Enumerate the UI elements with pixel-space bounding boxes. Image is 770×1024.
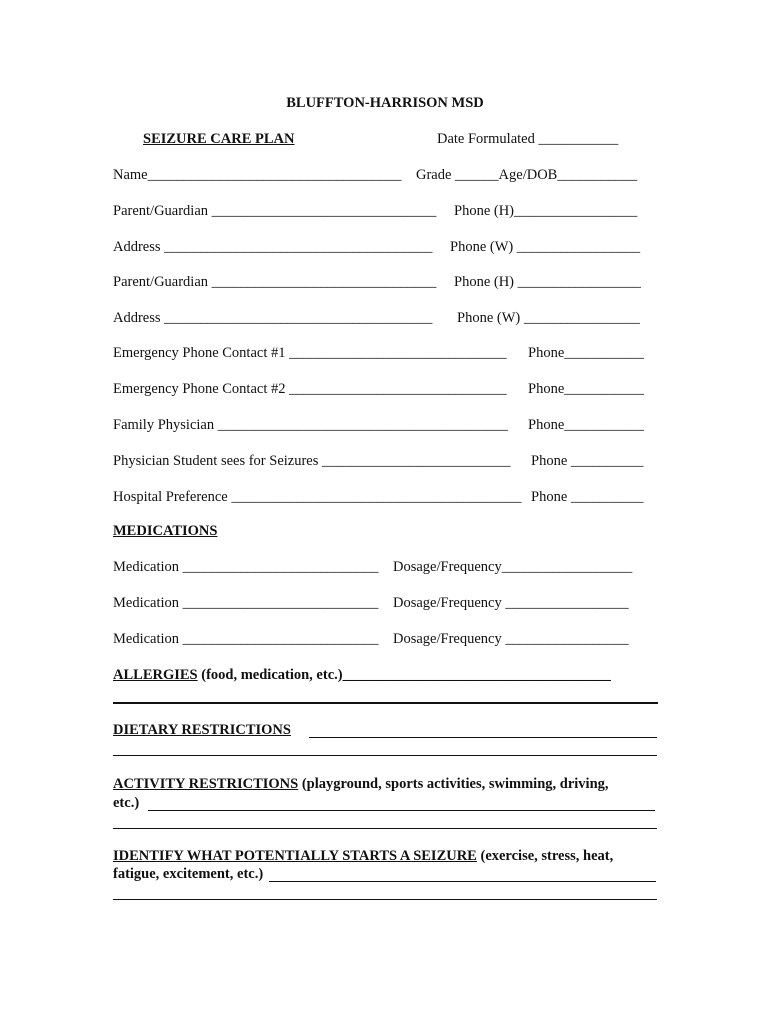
address-1-field[interactable]: Address _____________________________________ (113, 239, 433, 255)
allergies-line[interactable] (113, 666, 611, 684)
parent-guardian-2-field[interactable]: Parent/Guardian _______________________________ (113, 274, 437, 290)
parent-guardian-1-field[interactable]: Parent/Guardian _______________________________ (113, 203, 437, 219)
allergies-heading: ALLERGIES (113, 667, 198, 683)
phone-home-2-field[interactable]: Phone (H) _________________ (454, 274, 641, 290)
allergies-text: (food, medication, etc.)_____________________________________ (197, 667, 611, 683)
medication-3-field[interactable]: Medication ___________________________ (113, 631, 379, 647)
identify-line-1[interactable] (269, 881, 656, 882)
emergency-contact-1-field[interactable]: Emergency Phone Contact #1 ______________________________ (113, 345, 507, 361)
hospital-phone-field[interactable]: Phone __________ (531, 489, 644, 505)
date-formulated-field[interactable]: Date Formulated ___________ (437, 131, 619, 147)
section-divider (113, 702, 658, 704)
family-physician-field[interactable]: Family Physician ________________________________________ (113, 417, 508, 433)
activity-restrictions-line-1 (113, 775, 609, 793)
address-2-field[interactable]: Address _____________________________________ (113, 310, 433, 326)
dosage-frequency-2-field[interactable]: Dosage/Frequency _________________ (393, 595, 629, 611)
family-physician-phone-field[interactable]: Phone___________ (528, 417, 644, 433)
identify-triggers-line-1 (113, 847, 613, 865)
activity-line-1[interactable] (148, 810, 655, 811)
phone-home-1-field[interactable]: Phone (H)_________________ (454, 203, 638, 219)
form-subtitle: SEIZURE CARE PLAN (143, 131, 295, 147)
identify-triggers-text: (exercise, stress, heat, (476, 848, 614, 864)
identify-line-2[interactable] (113, 899, 657, 900)
phone-work-1-field[interactable]: Phone (W) _________________ (450, 239, 641, 255)
name-field[interactable]: Name___________________________________ (113, 167, 402, 183)
activity-line-2[interactable] (113, 828, 657, 829)
seizure-physician-phone-field[interactable]: Phone __________ (531, 453, 644, 469)
activity-restrictions-text: (playground, sports activities, swimming, driving, (298, 776, 609, 792)
medications-heading: MEDICATIONS (113, 523, 218, 539)
dosage-frequency-1-field[interactable]: Dosage/Frequency__________________ (393, 559, 633, 575)
emergency-phone-1-field[interactable]: Phone___________ (528, 345, 644, 361)
hospital-preference-field[interactable]: Hospital Preference ________________________________________ (113, 489, 522, 505)
emergency-phone-2-field[interactable]: Phone___________ (528, 381, 644, 397)
activity-restrictions-heading: ACTIVITY RESTRICTIONS (113, 776, 299, 792)
dietary-line-2[interactable] (113, 755, 657, 756)
grade-age-dob-field[interactable]: Grade ______Age/DOB___________ (416, 167, 638, 183)
seizure-physician-field[interactable]: Physician Student sees for Seizures __________________________ (113, 453, 511, 469)
emergency-contact-2-field[interactable]: Emergency Phone Contact #2 ______________________________ (113, 381, 507, 397)
medication-2-field[interactable]: Medication ___________________________ (113, 595, 379, 611)
dosage-frequency-3-field[interactable]: Dosage/Frequency _________________ (393, 631, 629, 647)
medication-1-field[interactable]: Medication ___________________________ (113, 559, 379, 575)
dietary-line-1[interactable] (309, 737, 657, 738)
dietary-restrictions-heading: DIETARY RESTRICTIONS (113, 722, 291, 738)
identify-triggers-heading: IDENTIFY WHAT POTENTIALLY STARTS A SEIZURE (113, 848, 477, 864)
form-title: BLUFFTON-HARRISON MSD (286, 95, 484, 111)
phone-work-2-field[interactable]: Phone (W) ________________ (457, 310, 640, 326)
activity-restrictions-etc: etc.) (113, 795, 140, 811)
identify-triggers-etc: fatigue, excitement, etc.) (113, 866, 264, 882)
